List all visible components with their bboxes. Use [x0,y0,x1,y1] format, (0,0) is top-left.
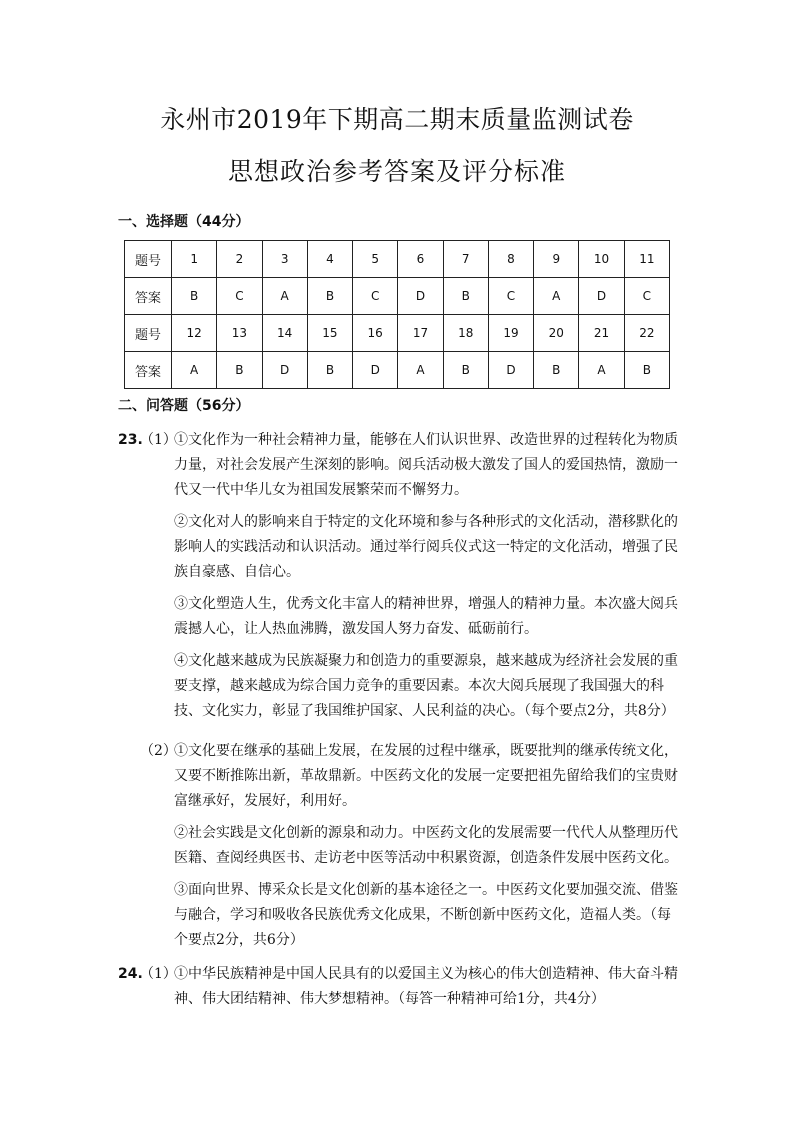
section-heading-choice: 一、选择题（44分） [118,214,250,230]
table-cell: 22 [624,315,669,352]
answer-paragraph: ③文化塑造人生，优秀文化丰富人的精神世界，增强人的精神力量。本次盛大阅兵震撼人心，让人热血沸腾，激发国人努力奋发、砥砺前行。 [174,596,678,637]
table-cell: 19 [488,315,533,352]
answer-paragraph: ③面向世界、博采众长是文化创新的基本途径之一。中医药文化要加强交流、借鉴与融合，学习和吸收各民族优秀文化成果，不断创新中医药文化，造福人类。（每个要点2分，共6分） [174,882,678,948]
table-cell: 16 [353,315,398,352]
table-cell: 10 [579,241,624,278]
answer-paragraph: ①文化作为一种社会精神力量，能够在人们认识世界、改造世界的过程转化为物质力量，对社会发展产生深刻的影响。阅兵活动极大激发了国人的爱国热情，激励一代又一代中华儿女为祖国发展繁荣而不懈努力。 [174,432,678,498]
table-row [125,315,670,352]
page-subtitle: 思想政治参考答案及评分标准 [227,157,566,186]
table-cell: D [353,352,398,389]
table-cell: 20 [534,315,579,352]
table-cell: 2 [217,241,262,278]
row-label: 题号 [125,241,172,278]
question-number: 23. [118,432,143,448]
table-cell: B [624,352,669,389]
table-cell: 21 [579,315,624,352]
section-heading-essay: 二、问答题（56分） [118,398,250,414]
table-cell: B [443,278,488,315]
table-row [125,278,670,315]
table-cell: C [217,278,262,315]
row-label: 题号 [125,315,172,352]
table-cell: D [488,352,533,389]
table-cell: B [172,278,217,315]
table-cell: 6 [398,241,443,278]
row-label: 答案 [125,278,172,315]
table-cell: C [624,278,669,315]
table-cell: 15 [307,315,352,352]
table-cell: B [307,278,352,315]
table-cell: B [534,352,579,389]
table-cell: 5 [353,241,398,278]
table-cell: D [398,278,443,315]
part-label: （2） [140,743,177,759]
table-cell: A [262,278,307,315]
table-cell: 8 [488,241,533,278]
table-row [125,241,670,278]
table-cell: 11 [624,241,669,278]
table-row [125,352,670,389]
table-cell: 9 [534,241,579,278]
answer-paragraph: ②社会实践是文化创新的源泉和动力。中医药文化的发展需要一代代人从整理历代医籍、查阅经典医书、走访老中医等活动中积累资源，创造条件发展中医药文化。 [174,825,678,866]
answer-paragraph: ②文化对人的影响来自于特定的文化环境和参与各种形式的文化活动，潜移默化的影响人的实践活动和认识活动。通过举行阅兵仪式这一特定的文化活动，增强了民族自豪感、自信心。 [174,514,678,580]
table-cell: 17 [398,315,443,352]
table-cell: B [217,352,262,389]
table-cell: B [443,352,488,389]
answer-paragraph: ④文化越来越成为民族凝聚力和创造力的重要源泉，越来越成为经济社会发展的重要支撑，越来越成为综合国力竞争的重要因素。本次大阅兵展现了我国强大的科技、文化实力，彰显了我国维护国家、人民利益的决心。（每个要点2分，共8分） [174,653,678,719]
table-cell: 3 [262,241,307,278]
answer-paragraph: ①文化要在继承的基础上发展，在发展的过程中继承，既要批判的继承传统文化，又要不断推陈出新，革故鼎新。中医药文化的发展一定要把祖先留给我们的宝贵财富继承好，发展好，利用好。 [174,743,678,809]
table-cell: A [398,352,443,389]
answer-table [124,240,670,389]
table-cell: C [488,278,533,315]
table-cell: 1 [172,241,217,278]
table-cell: A [579,352,624,389]
table-cell: B [307,352,352,389]
table-cell: 13 [217,315,262,352]
answer-paragraph: ①中华民族精神是中国人民具有的以爱国主义为核心的伟大创造精神、伟大奋斗精神、伟大团结精神、伟大梦想精神。（每答一种精神可给1分，共4分） [174,966,678,1007]
page-title: 永州市2019年下期高二期末质量监测试卷 [160,105,634,134]
table-cell: 7 [443,241,488,278]
table-cell: 18 [443,315,488,352]
table-cell: 12 [172,315,217,352]
table-cell: A [534,278,579,315]
row-label: 答案 [125,352,172,389]
table-cell: A [172,352,217,389]
table-cell: 14 [262,315,307,352]
table-cell: 4 [307,241,352,278]
table-cell: D [579,278,624,315]
table-cell: C [353,278,398,315]
part-label: （1） [140,966,177,982]
question-number: 24. [118,966,143,982]
part-label: （1） [140,432,177,448]
table-cell: D [262,352,307,389]
